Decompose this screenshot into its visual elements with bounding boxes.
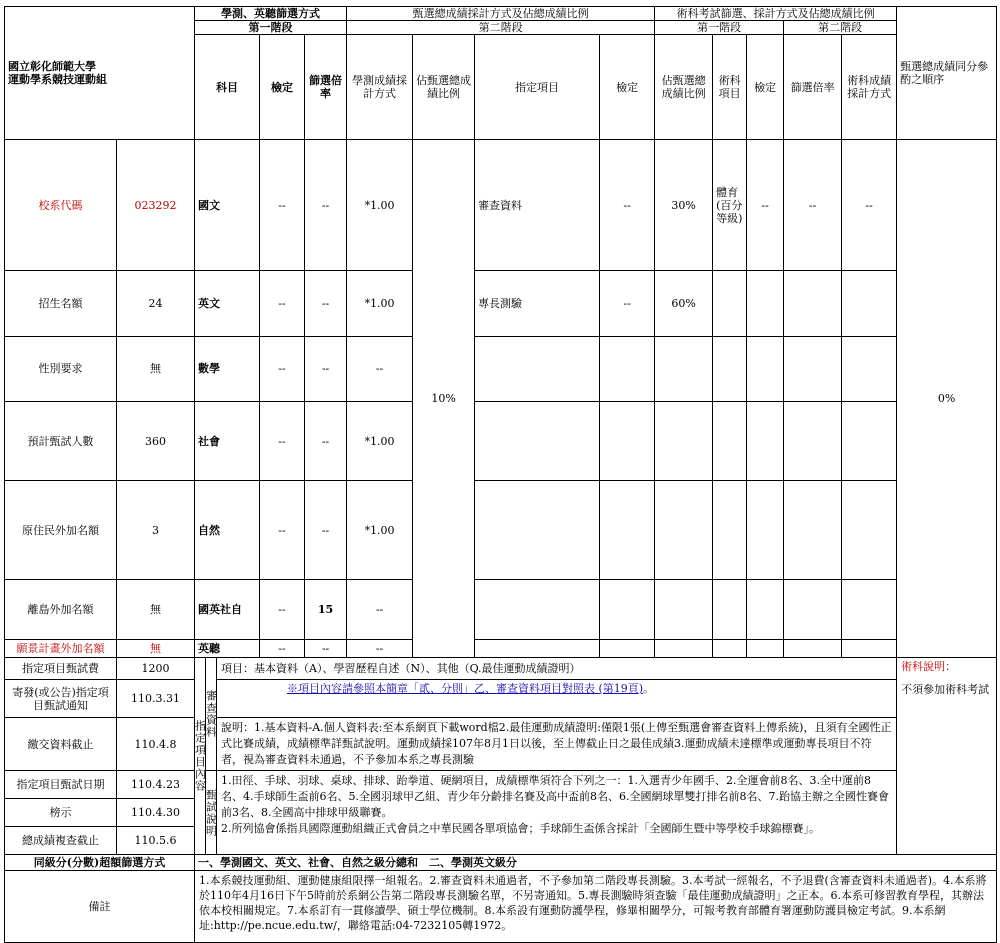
multiple-cell: -- [305,402,347,481]
empty-cell [655,640,713,658]
item-ratio-cell: 30% [655,140,713,271]
empty-cell [747,271,784,337]
stage1-header: 第一階段 [195,21,347,35]
multiple-cell: 15 [305,580,347,640]
submission-deadline-value: 110.4.8 [117,718,195,771]
check-cell: -- [260,640,305,658]
tech-note: 術科說明： 不須參加術科考試 [897,658,997,855]
item-ratio-cell: 60% [655,271,713,337]
check-cell: -- [260,336,305,402]
empty-cell [784,402,842,481]
review-items: 項目：基本資料（A）、學習歷程自述（N）、其他（Q.最佳運動成績證明） [217,658,897,680]
subject-cell: 國英社自 [195,580,260,640]
tech-multiple-header: 篩選倍率 [784,35,842,140]
empty-cell [655,481,713,580]
empty-cell [784,271,842,337]
school-name: 國立彰化師範大學 運動學系競技運動組 [5,7,195,140]
review-vertical-label: 審查資料 [206,658,217,771]
exam-count-label: 預計甄試人數 [5,402,117,481]
subject-cell: 國文 [195,140,260,271]
empty-cell [842,336,897,402]
item-check-header: 檢定 [600,35,655,140]
review-link-row: ※項目內容請參照本簡章「貳、分則」乙、審查資料項目對照表 (第19頁)。 [217,680,897,718]
tech-subject-cell: 體育(百分等級) [713,140,747,271]
check-cell: -- [260,481,305,580]
empty-cell [600,580,655,640]
empty-cell [784,481,842,580]
empty-cell [713,640,747,658]
indigenous-value: 3 [117,481,195,580]
item-check-cell: -- [600,271,655,337]
quota-label: 招生名額 [5,271,117,337]
tie-rule-label: 同級分(分數)超額篩選方式 [5,855,195,871]
empty-cell [713,402,747,481]
content-vertical-label: 指定項目內容 [195,658,206,855]
result-date-label: 榜示 [5,799,117,827]
tech-stage1-header: 第一階段 [655,21,784,35]
stage1-group-header: 學測、英聽篩選方式 [195,7,347,21]
empty-cell [784,640,842,658]
method-cell: *1.00 [347,271,413,337]
tech-ratio-value: 0% [897,140,997,658]
empty-cell [600,336,655,402]
island-value: 無 [117,580,195,640]
quota-value: 24 [117,271,195,337]
multiple-cell: -- [305,140,347,271]
multiple-cell: -- [305,271,347,337]
notice-date-label: 寄發(或公告)指定項目甄試通知 [5,680,117,718]
tech-stage2-header: 第二階段 [784,21,897,35]
empty-cell [655,336,713,402]
empty-cell [600,481,655,580]
empty-cell [747,580,784,640]
empty-cell [475,640,600,658]
item-ratio-header: 佔甄選總成績比例 [655,35,713,140]
empty-cell [655,580,713,640]
recheck-deadline-label: 總成績複查截止 [5,827,117,855]
gsat-ratio-header: 佔甄選總成績比例 [413,35,475,140]
submission-deadline-label: 繳交資料截止 [5,718,117,771]
check-cell: -- [260,271,305,337]
exam-notes: 1.田徑、手球、羽球、桌球、排球、跆拳道、硬網項目，成績標準須符合下列之一：1.入選青少年國手、2.全運會前8名、3.全中運前8名、4.手球師生盃前6名、5.全國羽球甲乙組、青少年分齡排名賽及高中盃前8名、6.全國網球單雙打排名前8名、7.跆協主辦之全國性賽會前3名、8.全國高中排球甲級聯賽。 2.所列協會係指具國際運動組織正式會員之中華民國各單項協會；手球師生盃係含採計「全國師生暨中等學校手球錦標賽」。 [217,771,897,855]
stage2-header: 第二階段 [347,21,655,35]
check-cell: -- [260,140,305,271]
item-check-cell: -- [600,140,655,271]
empty-cell [713,580,747,640]
review-items-link[interactable]: ※項目內容請參照本簡章「貳、分則」乙、審查資料項目對照表 (第19頁) [287,682,644,695]
multiple-cell: -- [305,640,347,658]
empty-cell [475,402,600,481]
fee-label: 指定項目甄試費 [5,658,117,680]
method-cell: *1.00 [347,481,413,580]
multiple-cell: -- [305,481,347,580]
empty-cell [600,402,655,481]
empty-cell [475,481,600,580]
empty-cell [784,336,842,402]
stage2-group-header: 甄選總成績採計方式及佔總成績比例 [347,7,655,21]
indigenous-label: 原住民外加名額 [5,481,117,580]
dept-code-label: 校系代碼 [5,140,117,271]
method-cell: -- [347,580,413,640]
gender-value: 無 [117,336,195,402]
recheck-deadline-value: 110.5.6 [117,827,195,855]
multiple-header: 篩選倍率 [305,35,347,140]
empty-cell [784,580,842,640]
empty-cell [713,481,747,580]
method-cell: *1.00 [347,140,413,271]
empty-cell [713,271,747,337]
exam-count-value: 360 [117,402,195,481]
method-cell: -- [347,336,413,402]
empty-cell [747,481,784,580]
notice-date-value: 110.3.31 [117,680,195,718]
exam-vertical-label: 甄試說明 [206,771,217,855]
empty-cell [842,271,897,337]
empty-cell [475,336,600,402]
empty-cell [713,336,747,402]
item-cell: 專長測驗 [475,271,600,337]
admission-table [4,6,997,943]
empty-cell [747,402,784,481]
empty-cell [842,580,897,640]
vision-value: 無 [117,640,195,658]
method-cell: *1.00 [347,402,413,481]
dept-code-value: 023292 [117,140,195,271]
check-header: 檢定 [260,35,305,140]
empty-cell [842,640,897,658]
tech-method-cell: -- [842,140,897,271]
remarks-text: 1.本系競技運動組、運動健康組限擇一組報名。2.審查資料未通過者，不予參加第二階段專長測驗。3.本考試一經報名，不予退費(含審查資料未通過者)。4.本系將於110年4月16日下午5時前於系網公告第二階段專長測驗名單，不另寄通知。5.專長測驗時須查驗「最佳運動成績證明」之正本。6.本系可修習教育學程，其辦法依本校相關規定。7.本系訂有一貫修讀學、碩士學位機制。8.本系設有運動防護學程，修畢相關學分，可報考教育部體育署運動防護員檢定考試。9.本系網址:http://pe.ncue.edu.tw/，聯絡電話:04-7232105轉1972。 [195,871,997,943]
vision-label: 願景計畫外加名額 [5,640,117,658]
subject-cell: 英聽 [195,640,260,658]
empty-cell [600,640,655,658]
gsat-ratio-value: 10% [413,140,475,658]
empty-cell [655,402,713,481]
subject-cell: 數學 [195,336,260,402]
method-cell: -- [347,640,413,658]
empty-cell [842,481,897,580]
remarks-label: 備註 [5,871,195,943]
result-date-value: 110.4.30 [117,799,195,827]
empty-cell [747,336,784,402]
subject-cell: 社會 [195,402,260,481]
fee-value: 1200 [117,658,195,680]
exam-date-label: 指定項目甄試日期 [5,771,117,799]
tech-group-header: 術科考試篩選、採計方式及佔總成績比例 [655,7,897,21]
item-cell: 審查資料 [475,140,600,271]
subject-header: 科目 [195,35,260,140]
empty-cell [842,402,897,481]
gender-label: 性別要求 [5,336,117,402]
tech-multiple-cell: -- [784,140,842,271]
subject-cell: 英文 [195,271,260,337]
exam-date-value: 110.4.23 [117,771,195,799]
tech-method-header: 術科成績採計方式 [842,35,897,140]
review-note: 說明：1.基本資料-A.個人資料表:至本系網頁下載word檔2.最佳運動成績證明:僅限1張(上傳至甄選會審查資料上傳系統)，且須有全國性正式比賽成績，成績標準詳甄試說明。運動成績採107年8月1日以後，至上傳截止日之最佳成績3.運動成績未達標準或運動專長項目不符者，視為審查資料未通過，不予參加本系之專長測驗 [217,718,897,771]
item-header: 指定項目 [475,35,600,140]
tech-check-header: 檢定 [747,35,784,140]
empty-cell [747,640,784,658]
check-cell: -- [260,580,305,640]
tech-subject-header: 術科項目 [713,35,747,140]
multiple-cell: -- [305,336,347,402]
gsat-method-header: 學測成績採計方式 [347,35,413,140]
tech-check-cell: -- [747,140,784,271]
subject-cell: 自然 [195,481,260,580]
empty-cell [475,580,600,640]
island-label: 離島外加名額 [5,580,117,640]
order-header: 甄選總成績同分參酌之順序 [897,7,997,140]
check-cell: -- [260,402,305,481]
tie-rule-value: 一、學測國文、英文、社會、自然之級分總和 二、學測英文級分 [195,855,997,871]
